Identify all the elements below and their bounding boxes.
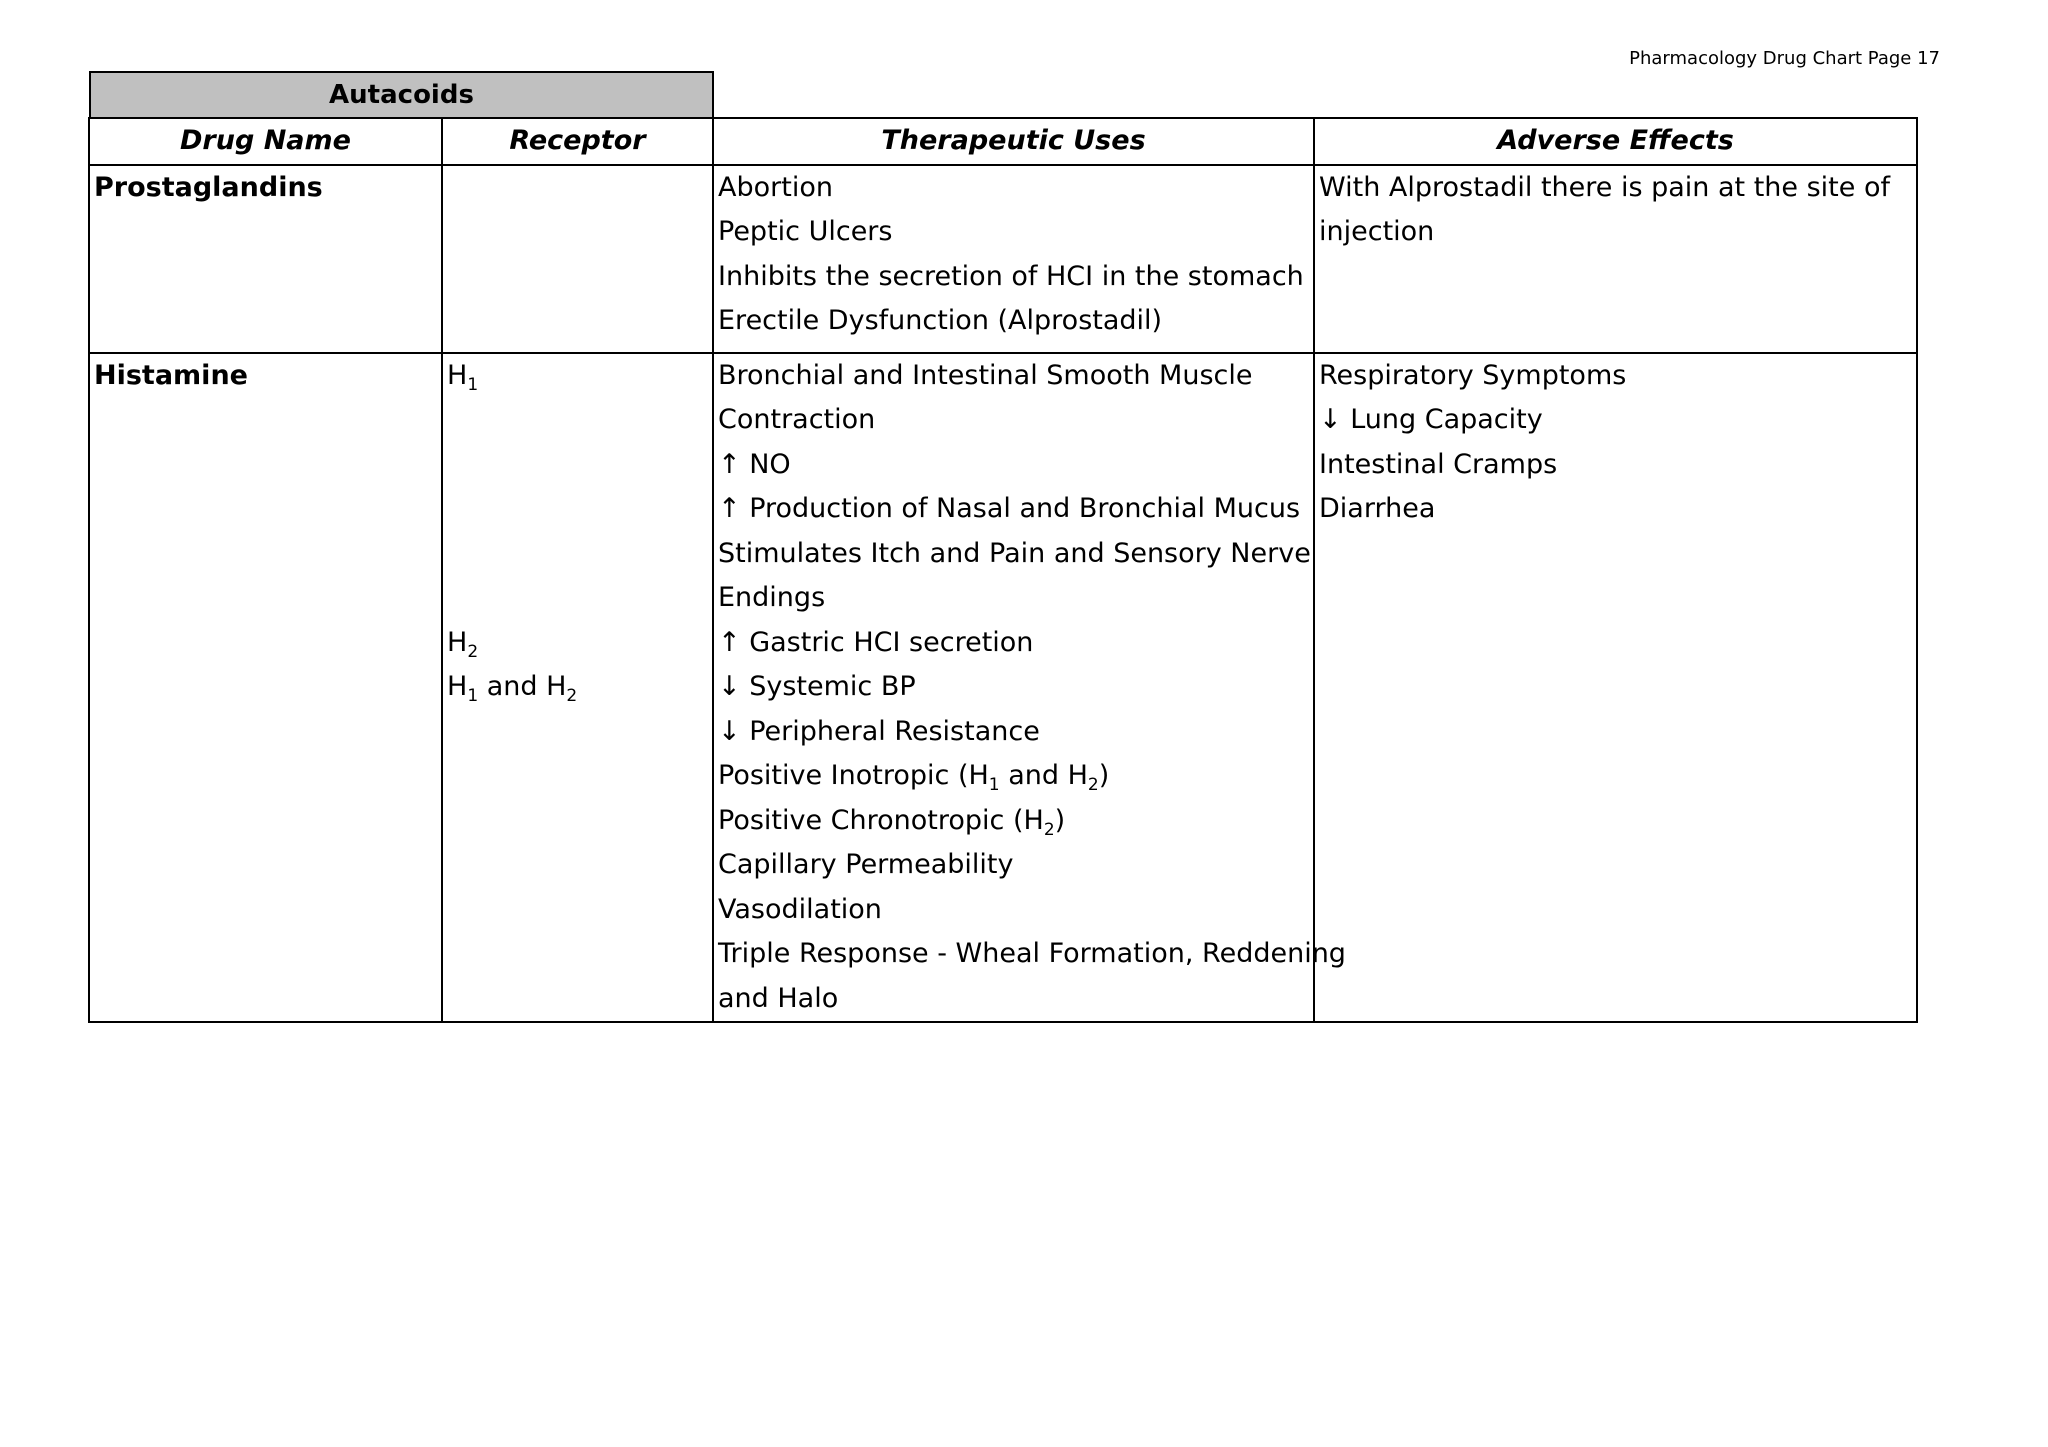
drug-name-cell: Histamine	[89, 353, 442, 1023]
use-item: Peptic Ulcers	[718, 216, 893, 247]
receptor-h2: $H_2$	[447, 626, 479, 662]
use-item: ↓ Peripheral Resistance	[718, 715, 1040, 747]
column-header-adverse-effects: Adverse Effects	[1314, 118, 1917, 165]
use-item: Endings	[718, 582, 826, 613]
use-item: ↓ Systemic BP	[718, 671, 916, 702]
receptor-cell	[442, 353, 713, 1023]
use-item: Bronchial and Intestinal Smooth Muscle	[718, 359, 1253, 391]
header-row	[89, 118, 1917, 165]
use-item: Vasodilation	[718, 893, 882, 925]
column-header-therapeutic-uses: Therapeutic Uses	[713, 118, 1314, 165]
use-item: Erectile Dysfunction (Alprostadil)	[718, 305, 1163, 336]
use-item: Triple Response - Wheal Formation, Reddening	[718, 938, 1346, 969]
receptor-cell	[442, 165, 713, 353]
use-item: Abortion	[718, 171, 833, 203]
use-item: Capillary Permeability	[718, 849, 1014, 880]
use-item: Positive Chronotropic $(H_2)$	[718, 804, 1066, 840]
use-item: ↑ Gastric HCI secretion	[718, 626, 1034, 658]
adverse-item: Intestinal Cramps	[1319, 448, 1558, 480]
use-item: Positive Inotropic ($H_1$ and $H_2$)	[718, 760, 1110, 795]
column-header-drug-name: Drug Name	[89, 118, 442, 165]
table-row-prostaglandins	[89, 165, 1917, 353]
page-header: Pharmacology Drug Chart Page 17	[1629, 48, 1940, 69]
table-row-histamine	[89, 353, 1917, 1023]
drug-name-cell: Prostaglandins	[89, 165, 442, 353]
column-header-receptor: Receptor	[442, 118, 713, 165]
use-item: ↑ Production of Nasal and Bronchial Mucus	[718, 493, 1301, 524]
adverse-item: ↓ Lung Capacity	[1319, 404, 1543, 435]
drug-chart-table	[88, 117, 1918, 1023]
adverse-item: injection	[1319, 216, 1435, 247]
section-title: Autacoids	[89, 71, 714, 118]
use-item: Inhibits the secretion of HCI in the stomach	[718, 260, 1304, 292]
receptor-h1-and-h2: $H_1$ and $H_2$	[447, 671, 578, 706]
use-item: Stimulates Itch and Pain and Sensory Nerve	[718, 537, 1311, 569]
adverse-effects-cell	[1314, 353, 1917, 1023]
adverse-effects-cell	[1314, 165, 1917, 353]
therapeutic-uses-cell	[713, 353, 1346, 1023]
use-item: and Halo	[718, 982, 839, 1014]
adverse-item: Diarrhea	[1319, 493, 1436, 524]
adverse-item: With Alprostadil there is pain at the site of	[1319, 171, 1890, 203]
adverse-item: Respiratory Symptoms	[1319, 359, 1627, 391]
use-item: Contraction	[718, 404, 876, 435]
use-item: ↑ NO	[718, 448, 791, 480]
therapeutic-uses-cell	[713, 165, 1314, 353]
receptor-h1: $H_1$	[447, 359, 479, 395]
